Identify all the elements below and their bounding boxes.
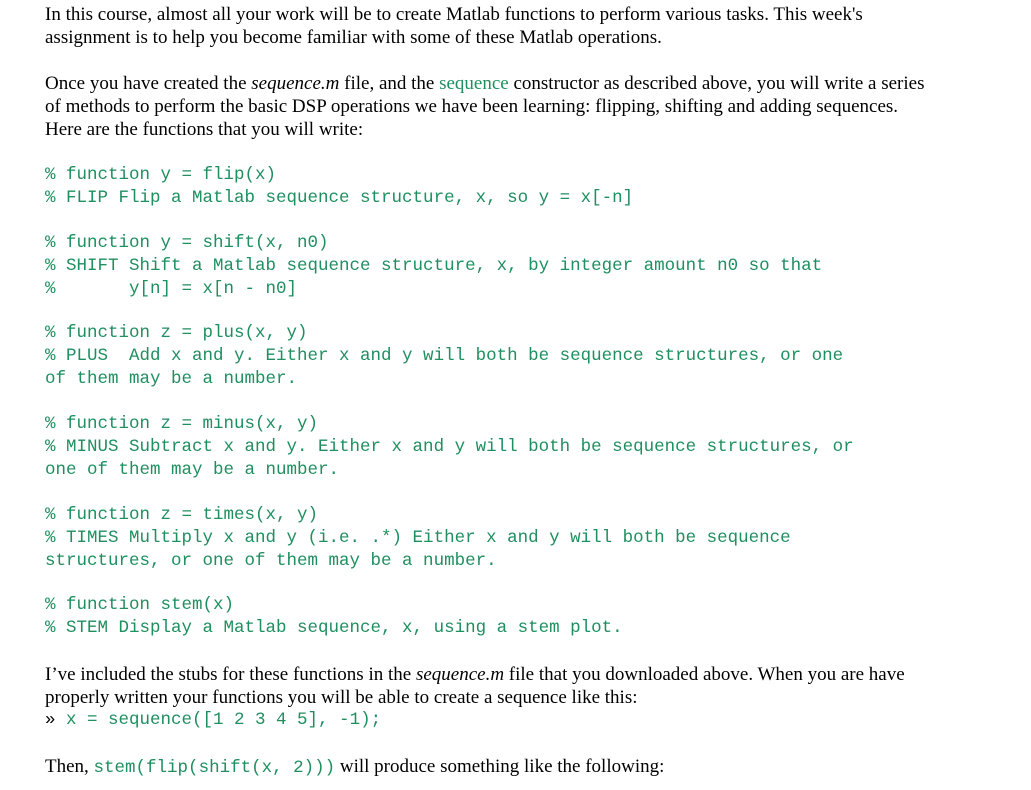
stubs-line-2: properly written your functions you will be able to create a sequence like this: [45, 687, 638, 708]
inline-code: stem(flip(shift(x, 2))) [93, 758, 336, 778]
code-line: % PLUS Add x and y. Either x and y will both be sequence structures, or one [45, 346, 844, 366]
example-code-line [45, 709, 905, 732]
methods-mid-2: constructor as described above, you will write a series [508, 73, 925, 94]
code-line: % FLIP Flip a Matlab sequence structure, x, so y = x[-n] [45, 188, 634, 208]
code-line: % function y = shift(x, n0) [45, 233, 329, 253]
code-line: % TIMES Multiply x and y (i.e. .*) Either x and y will both be sequence [45, 528, 791, 548]
code-block-plus [45, 322, 843, 391]
code-block-shift [45, 232, 822, 301]
code-line: % function z = minus(x, y) [45, 414, 319, 434]
methods-mid-1: file, and the [339, 73, 440, 94]
code-line: % STEM Display a Matlab sequence, x, using a stem plot. [45, 618, 623, 638]
intro-line-1: In this course, almost all your work will be to create Matlab functions to perform various tasks. This week's [45, 4, 863, 25]
intro-line-2: assignment is to help you become familiar with some of these Matlab operations. [45, 27, 662, 48]
code-block-flip [45, 164, 633, 210]
then-prefix: Then, [45, 756, 94, 777]
code-block-minus [45, 413, 854, 482]
constructor-name: sequence [439, 73, 509, 94]
code-line: structures, or one of them may be a number. [45, 551, 497, 571]
code-line: % y[n] = x[n - n0] [45, 279, 298, 299]
example-code: x = sequence([1 2 3 4 5], -1); [55, 710, 382, 730]
code-line: % function y = flip(x) [45, 165, 277, 185]
then-line [45, 755, 664, 780]
code-line: % function stem(x) [45, 595, 235, 615]
methods-line-1 [45, 72, 925, 95]
code-line: % function z = plus(x, y) [45, 323, 308, 343]
code-line: % SHIFT Shift a Matlab sequence structure, x, by integer amount n0 so that [45, 256, 823, 276]
stubs-prefix: I’ve included the stubs for these functions in the [45, 664, 416, 685]
methods-prefix: Once you have created the [45, 73, 252, 94]
intro-paragraph [45, 3, 863, 49]
code-block-stem [45, 594, 623, 640]
code-line: one of them may be a number. [45, 460, 340, 480]
filename: sequence.m [415, 664, 505, 685]
then-paragraph [45, 755, 664, 780]
code-line: % MINUS Subtract x and y. Either x and y will both be sequence structures, or [45, 437, 854, 457]
stubs-suffix: file that you downloaded above. When you are have [504, 664, 905, 685]
stubs-line-1 [45, 663, 905, 686]
prompt-symbol: » [45, 710, 56, 730]
code-line: % function z = times(x, y) [45, 505, 319, 525]
stubs-paragraph [45, 663, 905, 732]
then-suffix: will produce something like the following: [335, 756, 665, 777]
methods-line-2: of methods to perform the basic DSP operations we have been learning: flipping, shifting and adding sequences. [45, 96, 899, 117]
filename: sequence.m [251, 73, 340, 94]
code-line: of them may be a number. [45, 369, 298, 389]
methods-paragraph [45, 72, 925, 141]
code-block-times [45, 504, 791, 573]
methods-line-3: Here are the functions that you will write: [45, 119, 364, 140]
